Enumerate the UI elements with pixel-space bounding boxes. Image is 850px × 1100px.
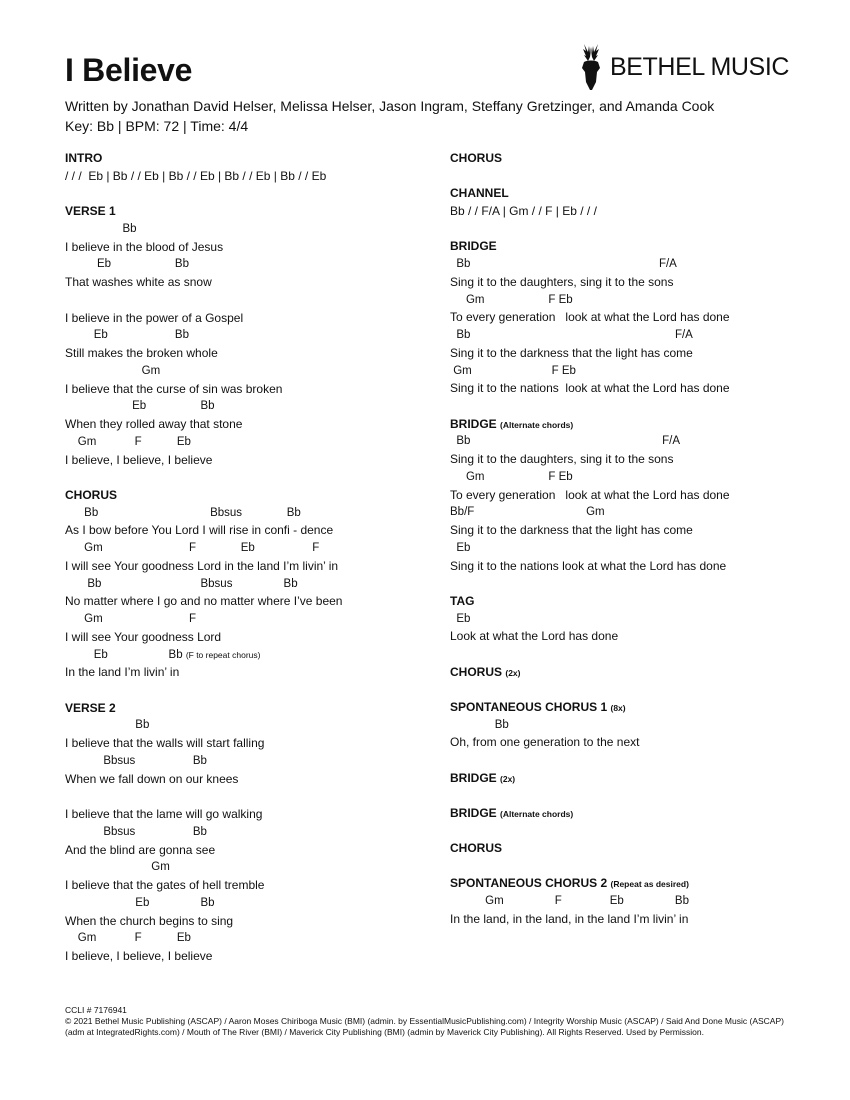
blank-text	[65, 789, 68, 803]
right-column	[450, 150, 830, 946]
section-title-text: VERSE 1	[65, 204, 116, 218]
chord-line	[65, 256, 445, 274]
chord-text: Gm	[65, 861, 170, 874]
lyric-line	[65, 593, 445, 611]
chord-line	[450, 292, 830, 310]
lyric-text: And the blind are gonna see	[65, 842, 216, 857]
left-column	[65, 150, 445, 983]
section-title-text: CHORUS	[65, 487, 118, 502]
section-title-text: CHORUS	[450, 151, 503, 165]
chord-line	[65, 859, 445, 877]
section-title	[450, 699, 830, 717]
chord-line	[65, 717, 445, 735]
chord-line	[450, 363, 830, 381]
blank-line	[65, 788, 445, 806]
lyric-text: In the land I’m livin’ in	[65, 665, 180, 680]
chord-text: Gm F Eb F	[65, 542, 320, 554]
chord-line	[450, 433, 830, 451]
lyric-text: I will see Your goodness Lord in the land I’m livin’ in	[65, 558, 339, 573]
chord-line	[65, 363, 445, 381]
section-title	[450, 664, 830, 682]
lyric-line	[450, 309, 830, 327]
section-chorus	[450, 840, 830, 858]
chord-line	[65, 895, 445, 913]
lyric-text: Sing it to the daughters, sing it to the sons	[450, 452, 674, 466]
lyric-line	[450, 203, 830, 221]
section-title-text: SPONTANEOUS CHORUS 2	[450, 876, 608, 891]
lyric-line	[65, 664, 445, 682]
chord-text: Gm	[65, 364, 161, 377]
section-spontaneous-chorus-2	[450, 875, 830, 928]
section-title	[65, 700, 445, 718]
section-title	[450, 840, 830, 858]
lyric-text: I believe that the gates of hell tremble	[65, 878, 265, 892]
chord-text: Bb/F Gm	[450, 506, 605, 519]
section-bridge	[450, 416, 830, 576]
section-title	[450, 150, 830, 168]
lyric-line	[450, 911, 830, 929]
lyric-line	[65, 771, 445, 789]
lyric-text: When we fall down on our knees	[65, 771, 239, 786]
chord-text: Gm F	[65, 613, 196, 625]
section-title-text: BRIDGE	[450, 805, 497, 820]
lyric-line	[65, 381, 445, 399]
section-verse-1	[65, 203, 445, 469]
lyric-line	[450, 380, 830, 398]
lyric-text: When the church begins to sing	[65, 913, 234, 928]
chord-text: Bb	[450, 718, 509, 731]
lyric-line	[450, 734, 830, 752]
section-title	[65, 203, 445, 221]
lyric-text: Sing it to the nations look at what the Lord has done	[450, 381, 730, 396]
lyric-text: To every generation look at what the Lord has done	[450, 310, 730, 325]
chord-line	[65, 327, 445, 345]
chord-text: Bbsus Bb	[65, 825, 207, 838]
lyric-line	[65, 948, 445, 966]
chord-line	[65, 611, 445, 629]
chord-line	[450, 540, 830, 558]
section-title	[450, 875, 830, 893]
lyric-text: Sing it to the daughters, sing it to the sons	[450, 274, 674, 289]
lyric-line	[65, 522, 445, 540]
bethel-music-logo	[578, 42, 789, 92]
lyric-line	[65, 558, 445, 576]
section-title-text: CHORUS	[450, 841, 503, 855]
chord-line	[450, 504, 830, 522]
chord-line	[65, 576, 445, 594]
chord-text: Gm F Eb	[65, 932, 191, 945]
chord-line	[65, 824, 445, 842]
chord-line	[450, 256, 830, 274]
section-bridge	[450, 805, 830, 823]
chord-text: Bbsus Bb	[65, 754, 207, 767]
lyric-line	[450, 345, 830, 363]
section-note: (2x)	[505, 667, 521, 678]
lyric-line	[65, 842, 445, 860]
chord-text: Gm F Eb	[450, 293, 573, 306]
lyric-line	[65, 452, 445, 470]
lyric-line	[65, 735, 445, 753]
chord-line	[65, 930, 445, 948]
chord-line	[450, 717, 830, 735]
blank-line	[65, 292, 445, 310]
lyric-text: I believe, I believe, I believe	[65, 949, 213, 963]
chord-line	[450, 893, 830, 911]
lyric-text: Sing it to the darkness that the light has come	[450, 523, 693, 537]
section-chorus	[450, 150, 830, 168]
section-verse-2	[65, 700, 445, 966]
section-title	[450, 593, 830, 611]
section-title	[450, 238, 830, 256]
lyric-text: When they rolled away that stone	[65, 417, 243, 431]
lyric-line	[65, 913, 445, 931]
section-note: (8x)	[610, 702, 626, 713]
lyric-line	[450, 522, 830, 540]
chord-line	[450, 611, 830, 629]
section-title	[65, 487, 445, 505]
lyric-line	[65, 806, 445, 824]
section-chorus	[65, 487, 445, 682]
section-title-text: INTRO	[65, 151, 103, 165]
section-title-text: VERSE 2	[65, 700, 116, 715]
lyric-line	[450, 487, 830, 505]
section-title	[65, 150, 445, 168]
lyric-text: I believe in the blood of Jesus	[65, 239, 224, 254]
brand-name: BETHEL MUSIC	[610, 53, 790, 81]
chord-line	[65, 398, 445, 416]
chord-text: Eb Bb	[65, 400, 215, 413]
section-bridge	[450, 770, 830, 788]
lyric-text: To every generation look at what the Lord has done	[450, 487, 730, 502]
lyric-line	[65, 416, 445, 434]
chord-text: Eb Bb	[65, 258, 189, 271]
lyric-text: As I bow before You Lord I will rise in confi - dence	[65, 523, 334, 538]
chord-text: Eb Bb	[65, 896, 215, 909]
lyric-text: I believe that the walls will start falling	[65, 736, 265, 750]
lyric-text: Still makes the broken whole	[65, 346, 218, 360]
lyric-line	[65, 310, 445, 328]
chord-text: Eb	[450, 612, 471, 625]
section-note: (2x)	[500, 773, 516, 784]
chord-text: Bb F/A	[450, 435, 681, 448]
blank-text	[65, 293, 68, 307]
chord-text: Eb	[450, 541, 471, 554]
section-intro	[65, 150, 445, 186]
chord-text: Bb F/A	[450, 329, 693, 341]
lyric-text: Oh, from one generation to the next	[450, 735, 640, 750]
chord-line	[65, 540, 445, 558]
chord-line	[65, 505, 445, 523]
chord-text: Eb Bb	[65, 329, 189, 342]
lyric-line	[65, 345, 445, 363]
lyric-text: Bb / / F/A | Gm / / F | Eb / / /	[450, 204, 597, 218]
chord-text: Eb Bb	[65, 648, 183, 661]
section-title	[450, 185, 830, 203]
chord-text: Gm F Eb	[450, 364, 576, 377]
chord-line	[65, 647, 445, 665]
chord-text: Bb Bbsus Bb	[65, 506, 301, 519]
chord-line	[65, 434, 445, 452]
lyric-text: I believe, I believe, I believe	[65, 452, 213, 467]
section-title	[450, 770, 830, 788]
chord-text: Bb Bbsus Bb	[65, 577, 298, 590]
copyright-notice: © 2021 Bethel Music Publishing (ASCAP) / Aaron Moses Chiriboga Music (BMI) (admin. by EssentialMusicPublishing.com) / Integrity Worship Music (ASCAP) / Said And Done Music (ASCAP) (adm at IntegratedRights.com) / Mouth of The River (BMI) / Maverick City Publishing (BMI) (admin by Maverick City Publishing). All Rights Reserved. Used by Permission.	[65, 1016, 784, 1037]
section-chorus	[450, 664, 830, 682]
lyric-text: Sing it to the nations look at what the Lord has done	[450, 558, 727, 573]
lyric-text: Look at what the Lord has done	[450, 629, 619, 644]
lyric-line	[450, 451, 830, 469]
section-title-text: CHORUS	[450, 664, 503, 679]
lyric-text: I believe that the lame will go walking	[65, 807, 263, 821]
lyric-text: Sing it to the darkness that the light has come	[450, 345, 693, 360]
lyric-line	[450, 274, 830, 292]
section-title-text: BRIDGE	[450, 239, 497, 254]
lyric-text: That washes white as snow	[65, 275, 212, 289]
section-title-text: TAG	[450, 593, 475, 608]
lyric-text: I believe that the curse of sin was broken	[65, 381, 283, 396]
chord-line	[450, 327, 830, 345]
section-title-text: BRIDGE	[450, 770, 497, 785]
lyric-line	[65, 168, 445, 186]
chord-line	[65, 753, 445, 771]
lyric-line	[65, 274, 445, 292]
song-title: I Believe	[65, 52, 193, 88]
footer	[65, 1005, 805, 1038]
lyric-line	[450, 558, 830, 576]
chord-line	[450, 469, 830, 487]
section-bridge	[450, 238, 830, 398]
section-note: (Alternate chords)	[500, 419, 574, 430]
lyric-text: In the land, in the land, in the land I’m livin’ in	[450, 911, 689, 926]
chord-text: Bb F/A	[450, 258, 677, 270]
section-title	[450, 416, 830, 434]
chord-text: Gm F Eb	[65, 435, 191, 448]
chord-text: Gm F Eb Bb	[450, 895, 689, 907]
section-note: (Alternate chords)	[500, 808, 574, 819]
lyric-line	[65, 877, 445, 895]
lyric-text: No matter where I go and no matter where I’ve been	[65, 594, 343, 609]
lyric-text: I believe in the power of a Gospel	[65, 310, 244, 325]
lyric-text: / / / Eb | Bb / / Eb | Bb / / Eb | Bb / / Eb | Bb / / Eb	[65, 168, 327, 183]
lyric-line	[450, 628, 830, 646]
section-spontaneous-chorus-1	[450, 699, 830, 752]
section-title-text: CHANNEL	[450, 186, 509, 201]
section-channel	[450, 185, 830, 221]
key-bpm-time: Key: Bb | BPM: 72 | Time: 4/4	[65, 118, 249, 134]
lyric-line	[65, 239, 445, 257]
chord-note: (F to repeat chorus)	[185, 649, 261, 660]
chord-line	[65, 221, 445, 239]
ccli-number: CCLI # 7176941	[65, 1005, 127, 1015]
section-title-text: SPONTANEOUS CHORUS 1	[450, 699, 608, 714]
section-note: (Repeat as desired)	[610, 879, 689, 890]
deer-head-icon	[578, 42, 604, 92]
chord-text: Gm F Eb	[450, 470, 573, 483]
lyric-line	[65, 629, 445, 647]
chord-text: Bb	[65, 222, 137, 235]
section-title	[450, 805, 830, 823]
section-title-text: BRIDGE	[450, 416, 497, 431]
section-tag	[450, 593, 830, 646]
lyric-text: I will see Your goodness Lord	[65, 629, 222, 644]
chord-text: Bb	[65, 719, 150, 732]
writers-credit: Written by Jonathan David Helser, Melissa Helser, Jason Ingram, Steffany Gretzinger, and Amanda Cook	[65, 98, 715, 114]
